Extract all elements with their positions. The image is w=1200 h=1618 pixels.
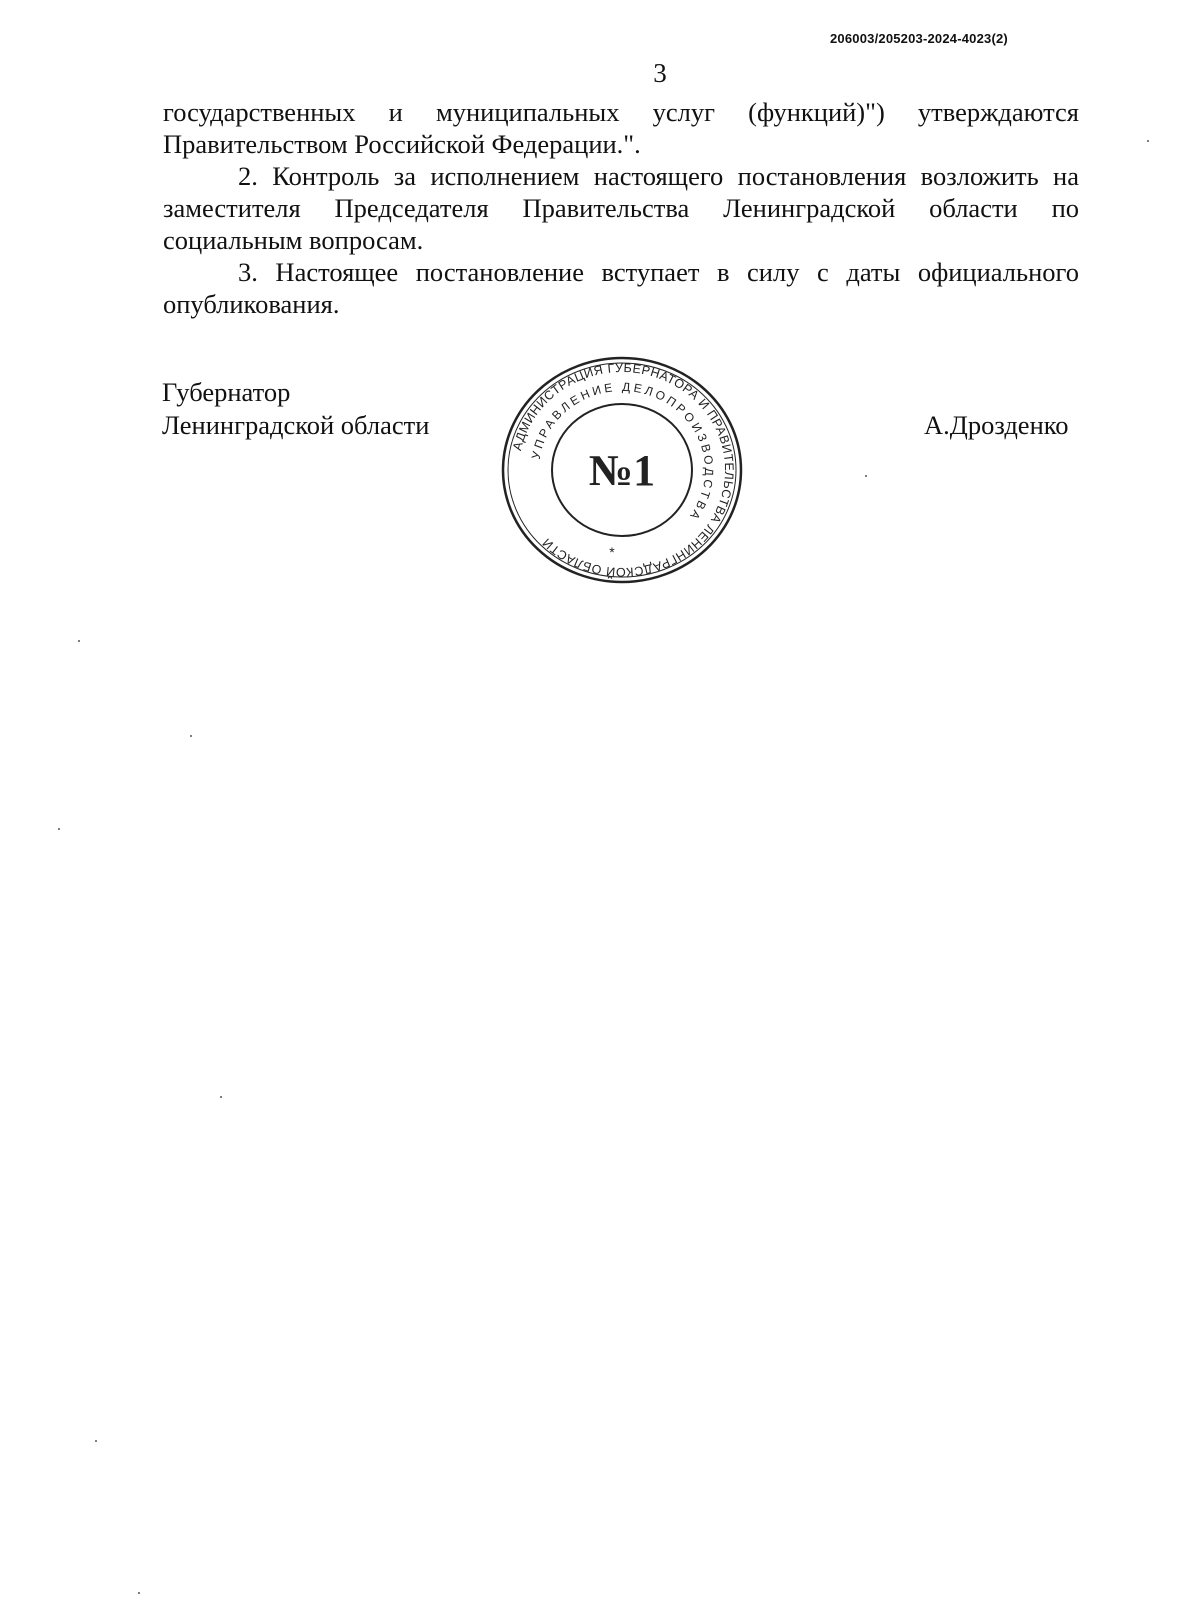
seal-star-icon: * <box>609 544 615 560</box>
paragraph-2: 2. Контроль за исполнением настоящего постановления возложить на заместителя Председателя Правительства Ленинградской области по социальным вопросам. <box>163 161 1079 255</box>
document-body <box>163 96 1079 320</box>
seal-center-number: №1 <box>588 446 656 495</box>
seal-outer-text: АДМИНИСТРАЦИЯ ГУБЕРНАТОРА И ПРАВИТЕЛЬСТВА ЛЕНИНГРАДСКОЙ ОБЛАСТИ <box>510 360 737 580</box>
scan-speck <box>1147 140 1149 142</box>
signatory-title-line-2: Ленинградской области <box>162 410 430 440</box>
scan-speck <box>95 1440 97 1442</box>
scan-speck <box>138 1592 140 1594</box>
paragraph-continued: государственных и муниципальных услуг (функций)") утверждаются Правительством Российской Федерации.". <box>163 97 1079 159</box>
scan-speck <box>865 475 867 477</box>
document-registration-number: 206003/205203-2024-4023(2) <box>830 31 1008 46</box>
seal-inner-text: УПРАВЛЕНИЕ ДЕЛОПРОИЗВОДСТВА <box>528 379 717 525</box>
signatory-title <box>162 376 429 442</box>
scan-speck <box>58 828 60 830</box>
signatory-name: А.Дрозденко <box>924 410 1069 440</box>
paragraph-3: 3. Настоящее постановление вступает в силу с даты официального опубликования. <box>163 257 1079 319</box>
signatory-title-line-1: Губернатор <box>162 377 291 407</box>
scan-speck <box>220 1096 222 1098</box>
scan-speck <box>78 640 80 642</box>
official-seal <box>500 355 744 585</box>
scan-speck <box>190 735 192 737</box>
page-number: 3 <box>653 58 667 88</box>
